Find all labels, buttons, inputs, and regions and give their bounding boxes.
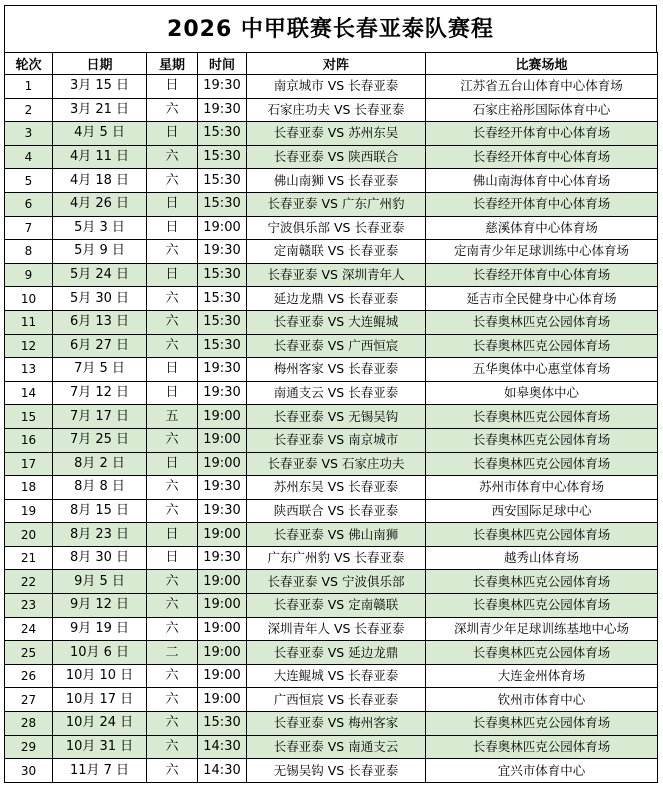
cell-round: 17: [5, 452, 53, 476]
cell-weekday: 日: [147, 452, 198, 476]
cell-date: 10月 6 日: [53, 641, 147, 665]
cell-round: 25: [5, 641, 53, 665]
cell-venue: 长春奥林匹克公园体育场: [426, 735, 658, 759]
cell-weekday: 日: [147, 523, 198, 547]
cell-date: 6月 13 日: [53, 310, 147, 334]
cell-time: 19:00: [198, 216, 247, 240]
header-weekday: 星期: [147, 53, 198, 75]
cell-time: 19:00: [198, 641, 247, 665]
cell-match: 佛山南狮 VS 长春亚泰: [247, 169, 426, 193]
cell-venue: 延吉市全民健身中心体育场: [426, 287, 658, 311]
cell-date: 7月 17 日: [53, 405, 147, 429]
cell-round: 12: [5, 334, 53, 358]
cell-round: 13: [5, 358, 53, 382]
cell-match: 定南赣联 VS 长春亚泰: [247, 240, 426, 264]
cell-weekday: 日: [147, 263, 198, 287]
cell-weekday: 日: [147, 381, 198, 405]
cell-round: 27: [5, 688, 53, 712]
cell-weekday: 日: [147, 546, 198, 570]
cell-date: 3月 15 日: [53, 75, 147, 99]
cell-match: 大连鲲城 VS 长春亚泰: [247, 664, 426, 688]
cell-weekday: 六: [147, 334, 198, 358]
cell-time: 19:00: [198, 523, 247, 547]
cell-match: 长春亚泰 VS 石家庄功夫: [247, 452, 426, 476]
table-row: [5, 240, 658, 264]
cell-date: 10月 17 日: [53, 688, 147, 712]
table-row: [5, 759, 658, 783]
cell-weekday: 六: [147, 499, 198, 523]
cell-match: 无锡吴钩 VS 长春亚泰: [247, 759, 426, 783]
cell-time: 19:30: [198, 381, 247, 405]
cell-time: 19:00: [198, 405, 247, 429]
table-row: [5, 664, 658, 688]
cell-round: 21: [5, 546, 53, 570]
cell-venue: 五华奥体中心惠堂体育场: [426, 358, 658, 382]
cell-weekday: 六: [147, 310, 198, 334]
header-match: 对阵: [247, 53, 426, 75]
table-row: [5, 75, 658, 99]
schedule-table: [4, 52, 658, 783]
cell-round: 5: [5, 169, 53, 193]
cell-weekday: 六: [147, 617, 198, 641]
table-row: [5, 594, 658, 618]
cell-time: 19:00: [198, 688, 247, 712]
cell-round: 26: [5, 664, 53, 688]
table-row: [5, 641, 658, 665]
table-row: [5, 688, 658, 712]
cell-venue: 钦州市体育中心: [426, 688, 658, 712]
table-row: [5, 452, 658, 476]
cell-date: 5月 24 日: [53, 263, 147, 287]
cell-venue: 长春奥林匹克公园体育场: [426, 334, 658, 358]
cell-time: 15:30: [198, 712, 247, 736]
cell-date: 10月 24 日: [53, 712, 147, 736]
cell-venue: 长春经开体育中心体育场: [426, 122, 658, 146]
cell-date: 6月 27 日: [53, 334, 147, 358]
cell-date: 7月 5 日: [53, 358, 147, 382]
cell-match: 长春亚泰 VS 广东广州豹: [247, 192, 426, 216]
table-row: [5, 570, 658, 594]
page-title: 2026 中甲联赛长春亚泰队赛程: [4, 5, 657, 52]
cell-date: 8月 2 日: [53, 452, 147, 476]
cell-match: 深圳青年人 VS 长春亚泰: [247, 617, 426, 641]
table-row: [5, 546, 658, 570]
cell-date: 5月 30 日: [53, 287, 147, 311]
cell-date: 9月 12 日: [53, 594, 147, 618]
header-time: 时间: [198, 53, 247, 75]
cell-venue: 长春经开体育中心体育场: [426, 192, 658, 216]
cell-venue: 西安国际足球中心: [426, 499, 658, 523]
cell-venue: 长春奥林匹克公园体育场: [426, 523, 658, 547]
cell-match: 长春亚泰 VS 苏州东吴: [247, 122, 426, 146]
cell-match: 梅州客家 VS 长春亚泰: [247, 358, 426, 382]
cell-match: 长春亚泰 VS 无锡吴钩: [247, 405, 426, 429]
cell-weekday: 五: [147, 405, 198, 429]
table-row: [5, 263, 658, 287]
table-row: [5, 428, 658, 452]
cell-weekday: 日: [147, 75, 198, 99]
cell-weekday: 六: [147, 664, 198, 688]
cell-weekday: 六: [147, 712, 198, 736]
cell-venue: 宜兴市体育中心: [426, 759, 658, 783]
cell-venue: 定南青少年足球训练中心体育场: [426, 240, 658, 264]
cell-date: 10月 31 日: [53, 735, 147, 759]
cell-venue: 深圳青少年足球训练基地中心场: [426, 617, 658, 641]
cell-match: 长春亚泰 VS 大连鲲城: [247, 310, 426, 334]
schedule-body: [5, 75, 658, 783]
cell-venue: 长春奥林匹克公园体育场: [426, 641, 658, 665]
cell-round: 23: [5, 594, 53, 618]
cell-weekday: 六: [147, 169, 198, 193]
cell-time: 19:00: [198, 664, 247, 688]
cell-time: 19:00: [198, 428, 247, 452]
table-row: [5, 712, 658, 736]
cell-match: 长春亚泰 VS 延边龙鼎: [247, 641, 426, 665]
cell-time: 19:30: [198, 98, 247, 122]
cell-round: 20: [5, 523, 53, 547]
table-row: [5, 216, 658, 240]
cell-round: 2: [5, 98, 53, 122]
cell-time: 19:30: [198, 546, 247, 570]
cell-weekday: 六: [147, 688, 198, 712]
cell-weekday: 六: [147, 594, 198, 618]
cell-match: 长春亚泰 VS 深圳青年人: [247, 263, 426, 287]
cell-date: 4月 11 日: [53, 145, 147, 169]
cell-round: 30: [5, 759, 53, 783]
cell-time: 15:30: [198, 334, 247, 358]
cell-venue: 长春经开体育中心体育场: [426, 263, 658, 287]
table-row: [5, 122, 658, 146]
cell-weekday: 六: [147, 759, 198, 783]
cell-venue: 如皋奥体中心: [426, 381, 658, 405]
cell-round: 29: [5, 735, 53, 759]
cell-time: 19:00: [198, 570, 247, 594]
cell-match: 石家庄功夫 VS 长春亚泰: [247, 98, 426, 122]
cell-date: 7月 25 日: [53, 428, 147, 452]
cell-round: 28: [5, 712, 53, 736]
table-row: [5, 287, 658, 311]
cell-date: 8月 15 日: [53, 499, 147, 523]
cell-time: 19:30: [198, 499, 247, 523]
cell-round: 19: [5, 499, 53, 523]
cell-round: 22: [5, 570, 53, 594]
cell-time: 19:00: [198, 617, 247, 641]
cell-weekday: 六: [147, 287, 198, 311]
cell-round: 6: [5, 192, 53, 216]
cell-venue: 长春奥林匹克公园体育场: [426, 594, 658, 618]
cell-venue: 长春奥林匹克公园体育场: [426, 452, 658, 476]
cell-date: 5月 9 日: [53, 240, 147, 264]
cell-time: 19:30: [198, 476, 247, 500]
cell-match: 苏州东吴 VS 长春亚泰: [247, 476, 426, 500]
table-row: [5, 523, 658, 547]
cell-weekday: 六: [147, 570, 198, 594]
cell-round: 11: [5, 310, 53, 334]
table-row: [5, 334, 658, 358]
table-row: [5, 145, 658, 169]
cell-time: 15:30: [198, 287, 247, 311]
cell-time: 19:30: [198, 240, 247, 264]
cell-time: 14:30: [198, 735, 247, 759]
cell-round: 24: [5, 617, 53, 641]
cell-match: 宁波俱乐部 VS 长春亚泰: [247, 216, 426, 240]
cell-date: 7月 12 日: [53, 381, 147, 405]
cell-match: 广西恒宸 VS 长春亚泰: [247, 688, 426, 712]
cell-round: 3: [5, 122, 53, 146]
cell-date: 10月 10 日: [53, 664, 147, 688]
cell-round: 8: [5, 240, 53, 264]
cell-match: 广东广州豹 VS 长春亚泰: [247, 546, 426, 570]
cell-round: 1: [5, 75, 53, 99]
table-row: [5, 735, 658, 759]
cell-venue: 长春经开体育中心体育场: [426, 145, 658, 169]
cell-venue: 大连金州体育场: [426, 664, 658, 688]
cell-round: 7: [5, 216, 53, 240]
cell-weekday: 日: [147, 122, 198, 146]
header-venue: 比赛场地: [426, 53, 658, 75]
cell-venue: 长春奥林匹克公园体育场: [426, 570, 658, 594]
cell-venue: 石家庄裕彤国际体育中心: [426, 98, 658, 122]
cell-weekday: 日: [147, 216, 198, 240]
table-row: [5, 617, 658, 641]
cell-weekday: 六: [147, 145, 198, 169]
cell-match: 长春亚泰 VS 广西恒宸: [247, 334, 426, 358]
cell-venue: 苏州市体育中心体育场: [426, 476, 658, 500]
table-row: [5, 476, 658, 500]
cell-date: 8月 8 日: [53, 476, 147, 500]
cell-time: 15:30: [198, 263, 247, 287]
cell-match: 南京城市 VS 长春亚泰: [247, 75, 426, 99]
cell-date: 4月 18 日: [53, 169, 147, 193]
cell-round: 4: [5, 145, 53, 169]
table-row: [5, 169, 658, 193]
cell-time: 19:30: [198, 358, 247, 382]
cell-round: 18: [5, 476, 53, 500]
cell-time: 19:00: [198, 452, 247, 476]
cell-time: 19:00: [198, 594, 247, 618]
cell-weekday: 六: [147, 240, 198, 264]
table-row: [5, 310, 658, 334]
cell-time: 15:30: [198, 122, 247, 146]
header-row: [5, 53, 658, 75]
cell-match: 长春亚泰 VS 南通支云: [247, 735, 426, 759]
cell-round: 15: [5, 405, 53, 429]
cell-venue: 长春奥林匹克公园体育场: [426, 428, 658, 452]
cell-venue: 慈溪体育中心体育场: [426, 216, 658, 240]
cell-match: 长春亚泰 VS 定南赣联: [247, 594, 426, 618]
cell-venue: 越秀山体育场: [426, 546, 658, 570]
header-date: 日期: [53, 53, 147, 75]
cell-round: 10: [5, 287, 53, 311]
cell-weekday: 日: [147, 358, 198, 382]
cell-date: 9月 19 日: [53, 617, 147, 641]
cell-date: 5月 3 日: [53, 216, 147, 240]
cell-round: 9: [5, 263, 53, 287]
cell-time: 19:30: [198, 75, 247, 99]
schedule-sheet: [4, 5, 657, 794]
cell-time: 15:30: [198, 310, 247, 334]
cell-date: 8月 30 日: [53, 546, 147, 570]
cell-round: 16: [5, 428, 53, 452]
cell-match: 延边龙鼎 VS 长春亚泰: [247, 287, 426, 311]
cell-match: 南通支云 VS 长春亚泰: [247, 381, 426, 405]
cell-time: 15:30: [198, 145, 247, 169]
cell-match: 长春亚泰 VS 佛山南狮: [247, 523, 426, 547]
cell-weekday: 六: [147, 428, 198, 452]
table-row: [5, 192, 658, 216]
cell-weekday: 六: [147, 476, 198, 500]
table-row: [5, 405, 658, 429]
cell-match: 长春亚泰 VS 宁波俱乐部: [247, 570, 426, 594]
cell-round: 14: [5, 381, 53, 405]
table-row: [5, 499, 658, 523]
header-round: 轮次: [5, 53, 53, 75]
cell-weekday: 六: [147, 98, 198, 122]
cell-match: 陕西联合 VS 长春亚泰: [247, 499, 426, 523]
cell-date: 3月 21 日: [53, 98, 147, 122]
cell-venue: 江苏省五台山体育中心体育场: [426, 75, 658, 99]
cell-venue: 长春奥林匹克公园体育场: [426, 310, 658, 334]
cell-date: 11月 7 日: [53, 759, 147, 783]
cell-time: 15:30: [198, 192, 247, 216]
cell-time: 14:30: [198, 759, 247, 783]
table-row: [5, 381, 658, 405]
cell-weekday: 二: [147, 641, 198, 665]
cell-venue: 长春奥林匹克公园体育场: [426, 712, 658, 736]
cell-match: 长春亚泰 VS 梅州客家: [247, 712, 426, 736]
cell-match: 长春亚泰 VS 陕西联合: [247, 145, 426, 169]
cell-venue: 长春奥林匹克公园体育场: [426, 405, 658, 429]
cell-venue: 佛山南海体育中心体育场: [426, 169, 658, 193]
cell-weekday: 六: [147, 735, 198, 759]
cell-date: 4月 5 日: [53, 122, 147, 146]
table-row: [5, 98, 658, 122]
cell-weekday: 日: [147, 192, 198, 216]
cell-date: 8月 23 日: [53, 523, 147, 547]
table-row: [5, 358, 658, 382]
cell-time: 15:30: [198, 169, 247, 193]
cell-date: 9月 5 日: [53, 570, 147, 594]
cell-date: 4月 26 日: [53, 192, 147, 216]
cell-match: 长春亚泰 VS 南京城市: [247, 428, 426, 452]
